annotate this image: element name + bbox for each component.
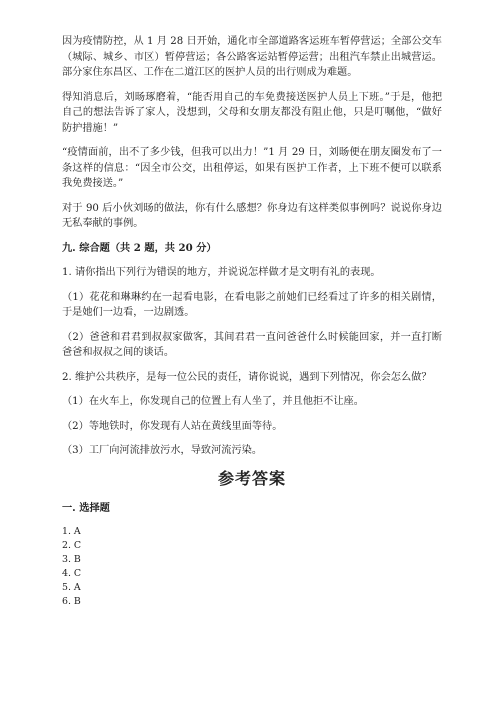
- answer-item: 1. A: [62, 526, 81, 537]
- question-1-item-2: （2）爸爸和君君到叔叔家做客，其间君君一直问爸爸什么时候能回家，并一直打断爸爸和叔叔之间的谈话。: [62, 331, 442, 358]
- answer-item: 6. B: [62, 596, 81, 607]
- question-1-item-1: （1）花花和琳琳约在一起看电影，在看电影之前她们已经看过了许多的相关剧情，于是她们一边看，一边剧透。: [62, 291, 442, 318]
- answer-item: 2. C: [62, 540, 82, 551]
- answers-section-1-heading: 一. 选择题: [62, 501, 110, 514]
- question-2-item-2: （2）等地铁时，你发现有人站在黄线里面等待。: [62, 420, 283, 432]
- answer-item: 3. B: [62, 554, 81, 565]
- answer-item: 4. C: [62, 568, 82, 579]
- document-page: [62, 34, 442, 609]
- question-1: 1. 请你指出下列行为错误的地方，并说说怎样做才是文明有礼的表现。: [62, 267, 381, 278]
- story-question: 对于 90 后小伙刘旸的做法，你有什么感想？你身边有这样类似事例吗？说说你身边无私奉献的事例。: [62, 202, 442, 229]
- question-2: 2. 维护公共秩序，是每一位公民的责任，请你说说，遇到下列情况，你会怎么做？: [62, 371, 432, 383]
- story-paragraph-1: 因为疫情防控，从 1 月 28 日开始，通化市全部道路客运班车暂停营运；全部公交车（城际、城乡、市区）暂停营运；各公路客运站暂停运营；出租汽车禁止出城营运。部分家住东昌区、工作在二道江区的医护人员的出行则成为难题。: [62, 36, 442, 78]
- question-2-item-1: （1）在火车上，你发现自己的位置上有人坐了，并且他拒不让座。: [62, 396, 364, 407]
- story-paragraph-2: 得知消息后，刘旸琢磨着，“能否用自己的车免费接送医护人员上下班。”于是，他把自己的想法告诉了家人，没想到，父母和女朋友都没有阻止他，只是叮嘱他，“做好防护措施！”: [62, 91, 442, 134]
- answer-list: [62, 525, 442, 609]
- section-9-heading: 九. 综合题（共 2 题，共 20 分）: [62, 241, 217, 254]
- story-paragraph-3: “疫情面前，出不了多少钱，但我可以出力！”1 月 29 日，刘旸便在朋友圈发布了一条这样的信息：“因全市公交，出租停运，如果有医护工作者，上下班不便可以联系我免费接送。”: [62, 147, 442, 189]
- answers-title: 参考答案: [217, 468, 286, 488]
- question-2-item-3: （3）工厂向河流排放污水，导致河流污染。: [62, 445, 263, 456]
- answer-item: 5. A: [62, 582, 81, 593]
